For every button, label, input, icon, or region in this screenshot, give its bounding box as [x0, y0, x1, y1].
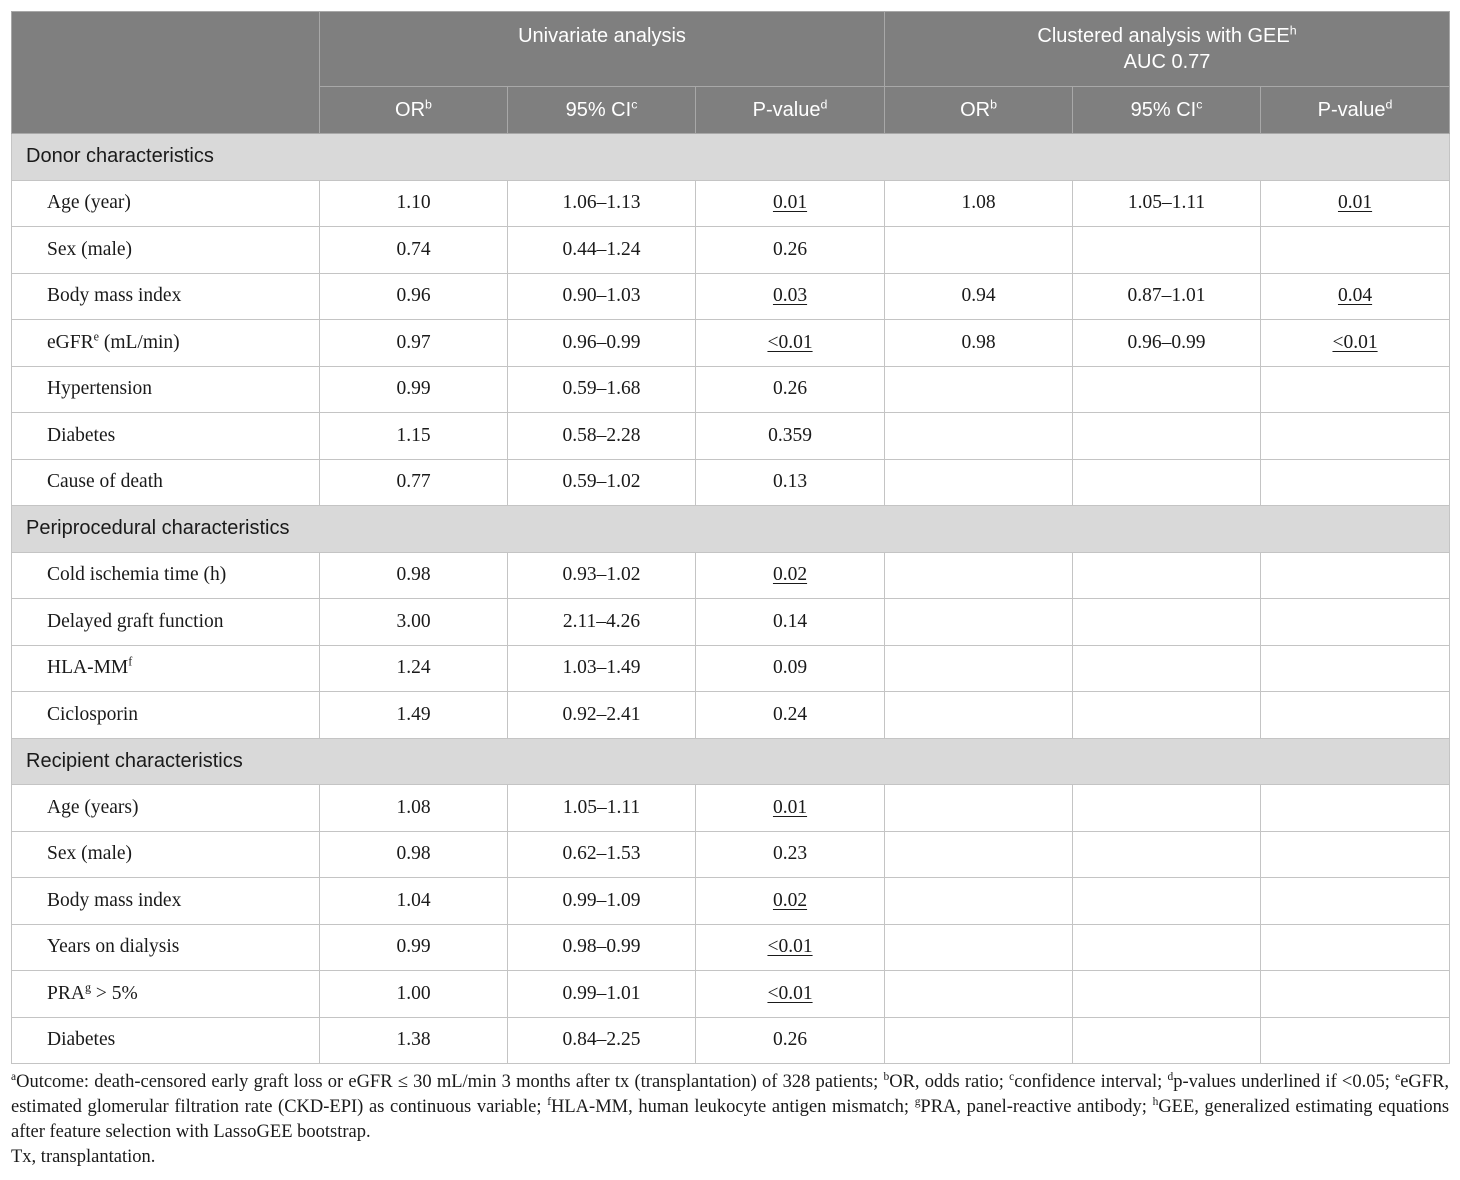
univariate-ci-value: 0.96–0.99	[562, 331, 641, 353]
univariate-or-cell	[320, 459, 508, 506]
clustered-p-cell	[1261, 878, 1450, 925]
univariate-or-value: 1.04	[396, 889, 431, 911]
univariate-or-value: 1.38	[396, 1029, 431, 1051]
section-row	[12, 738, 1450, 785]
univariate-or-value: 1.00	[396, 982, 431, 1004]
univariate-ci-value: 0.58–2.28	[562, 424, 641, 446]
univariate-or-cell	[320, 180, 508, 227]
section-row	[12, 506, 1450, 553]
row-label: Cause of death	[47, 471, 163, 493]
table-row	[12, 273, 1450, 320]
univariate-ci-cell	[508, 413, 696, 460]
univariate-p-cell	[696, 180, 885, 227]
row-label-suffix: > 5%	[95, 982, 138, 1004]
clustered-p-value: <0.01	[1332, 331, 1378, 353]
row-label: Sex (male)	[47, 843, 133, 865]
clustered-p-value: 0.01	[1337, 192, 1373, 214]
footnote-text: p-values underlined if <0.05;	[1173, 1072, 1390, 1092]
clustered-or-cell	[885, 599, 1073, 646]
row-label-cell	[12, 599, 320, 646]
clustered-p-cell	[1261, 785, 1450, 832]
clustered-or-cell	[885, 645, 1073, 692]
clustered-or-cell	[885, 878, 1073, 925]
univariate-ci-cell	[508, 599, 696, 646]
univariate-ci-value: 0.59–1.02	[562, 471, 641, 493]
univariate-ci-value: 0.92–2.41	[562, 703, 641, 725]
clustered-ci-cell	[1073, 692, 1261, 739]
page	[11, 11, 1449, 1170]
row-label: PRA	[47, 982, 85, 1004]
clustered-ci-cell	[1073, 1017, 1261, 1064]
univariate-ci-value: 0.98–0.99	[562, 936, 641, 958]
clustered-p-cell	[1261, 552, 1450, 599]
univariate-or-cell	[320, 413, 508, 460]
univariate-or-value: 0.77	[396, 471, 431, 493]
footnote-text: HLA-MM, human leukocyte antigen mismatch;	[551, 1097, 910, 1117]
univariate-p-value: 0.26	[772, 238, 808, 260]
univariate-ci-value: 2.11–4.26	[562, 610, 641, 632]
univariate-ci-value: 0.44–1.24	[562, 238, 641, 260]
clustered-or-cell	[885, 831, 1073, 878]
clustered-or-value: 1.08	[961, 192, 996, 214]
row-label: Age (year)	[47, 192, 131, 214]
row-label-cell	[12, 180, 320, 227]
footnote-mark: b	[883, 1070, 890, 1083]
univariate-or-cell	[320, 785, 508, 832]
univariate-p-cell	[696, 227, 885, 274]
univariate-ci-cell	[508, 645, 696, 692]
row-label-cell	[12, 645, 320, 692]
clustered-group-subtitle: AUC 0.77	[1123, 51, 1211, 73]
footnote-text: PRA, panel-reactive antibody;	[920, 1097, 1147, 1117]
univariate-p-cell	[696, 924, 885, 971]
clustered-or-cell	[885, 227, 1073, 274]
univariate-or-value: 0.98	[396, 564, 431, 586]
clustered-or-cell	[885, 971, 1073, 1018]
univariate-ci-value: 0.93–1.02	[562, 564, 641, 586]
footnote-mark: e	[1395, 1070, 1401, 1083]
clustered-ci-cell	[1073, 552, 1261, 599]
row-label-cell	[12, 320, 320, 367]
table-row	[12, 599, 1450, 646]
clustered-ci-cell	[1073, 459, 1261, 506]
univariate-or-value: 1.10	[396, 192, 431, 214]
univariate-ci-value: 1.05–1.11	[562, 796, 641, 818]
univariate-or-value: 0.99	[396, 378, 431, 400]
univariate-p-value: <0.01	[767, 331, 813, 353]
clustered-p-cell	[1261, 180, 1450, 227]
clustered-group-title-line	[893, 23, 1441, 49]
univariate-or-cell	[320, 878, 508, 925]
univariate-ci-value: 0.59–1.68	[562, 378, 641, 400]
section-title: Recipient characteristics	[12, 738, 1450, 785]
row-label-cell	[12, 785, 320, 832]
clustered-or-header	[885, 87, 1073, 134]
footnote-paragraph	[11, 1070, 1449, 1145]
row-label-cell	[12, 831, 320, 878]
univariate-ci-value: 0.99–1.01	[562, 982, 641, 1004]
clustered-or-cell	[885, 180, 1073, 227]
clustered-or-cell	[885, 320, 1073, 367]
clustered-p-cell	[1261, 227, 1450, 274]
univariate-p-value: 0.23	[772, 843, 808, 865]
footnote-mark: h	[1152, 1095, 1159, 1108]
clustered-ci-cell	[1073, 599, 1261, 646]
clustered-p-cell	[1261, 599, 1450, 646]
univariate-p-cell	[696, 599, 885, 646]
univariate-ci-cell	[508, 273, 696, 320]
row-label-cell	[12, 971, 320, 1018]
univariate-or-value: 3.00	[396, 610, 431, 632]
clustered-ci-header	[1073, 87, 1261, 134]
row-label-footnote-mark: f	[128, 654, 133, 669]
table-row	[12, 227, 1450, 274]
row-label: Diabetes	[47, 1029, 116, 1051]
univariate-p-cell	[696, 1017, 885, 1064]
column-header-footnote-mark: c	[631, 96, 638, 111]
column-header-footnote-mark: b	[990, 96, 997, 111]
univariate-or-cell	[320, 924, 508, 971]
univariate-p-cell	[696, 971, 885, 1018]
univariate-ci-cell	[508, 227, 696, 274]
univariate-ci-header	[508, 87, 696, 134]
header-corner-cell	[12, 12, 320, 134]
clustered-ci-cell	[1073, 785, 1261, 832]
univariate-p-value: 0.359	[768, 424, 812, 446]
univariate-p-header	[696, 87, 885, 134]
clustered-p-cell	[1261, 692, 1450, 739]
clustered-or-cell	[885, 785, 1073, 832]
clustered-ci-cell	[1073, 645, 1261, 692]
univariate-p-cell	[696, 785, 885, 832]
clustered-or-value: 0.94	[961, 285, 996, 307]
univariate-p-value: 0.02	[772, 889, 808, 911]
clustered-ci-cell	[1073, 971, 1261, 1018]
row-label-cell	[12, 878, 320, 925]
row-label-cell	[12, 1017, 320, 1064]
clustered-ci-cell	[1073, 878, 1261, 925]
table-row	[12, 413, 1450, 460]
footnote-text: GEE, generalized estimating equations after feature selection with LassoGEE bootstrap.	[11, 1097, 1450, 1142]
univariate-p-value: 0.24	[772, 703, 808, 725]
row-label-footnote-mark: e	[93, 329, 99, 344]
clustered-p-cell	[1261, 273, 1450, 320]
clustered-p-cell	[1261, 1017, 1450, 1064]
univariate-ci-cell	[508, 924, 696, 971]
table-row	[12, 645, 1450, 692]
column-header-footnote-mark: c	[1196, 96, 1203, 111]
row-label: Delayed graft function	[47, 610, 224, 632]
footnote-mark: d	[1167, 1070, 1174, 1083]
footnote-text: Outcome: death-censored early graft loss or eGFR ≤ 30 mL/min 3 months after tx (transplantation) of 328 patients;	[16, 1072, 879, 1092]
row-label: Cold ischemia time (h)	[47, 564, 227, 586]
footnote-mark: c	[1009, 1070, 1015, 1083]
clustered-p-cell	[1261, 366, 1450, 413]
table-row	[12, 366, 1450, 413]
clustered-group-title: Clustered analysis with GEE	[1037, 25, 1290, 47]
clustered-or-cell	[885, 273, 1073, 320]
clustered-ci-cell	[1073, 413, 1261, 460]
table-row	[12, 180, 1450, 227]
row-label-cell	[12, 273, 320, 320]
clustered-ci-cell	[1073, 924, 1261, 971]
abbreviation-note: Tx, transplantation.	[11, 1147, 156, 1167]
univariate-p-cell	[696, 878, 885, 925]
column-header-label: OR	[960, 98, 991, 121]
univariate-group-header	[320, 12, 885, 87]
univariate-ci-value: 0.90–1.03	[562, 285, 641, 307]
univariate-p-value: 0.09	[772, 657, 808, 679]
row-label-cell	[12, 692, 320, 739]
table-body	[12, 134, 1450, 1064]
row-label-cell	[12, 227, 320, 274]
univariate-p-value: 0.14	[772, 610, 808, 632]
table-row	[12, 692, 1450, 739]
column-header-footnote-mark: d	[820, 96, 828, 111]
table-row	[12, 924, 1450, 971]
footnote-mark: f	[547, 1095, 552, 1108]
row-label: Body mass index	[47, 889, 182, 911]
univariate-p-cell	[696, 273, 885, 320]
univariate-or-value: 1.49	[396, 703, 431, 725]
regression-results-table	[11, 11, 1450, 1064]
clustered-ci-cell	[1073, 273, 1261, 320]
univariate-ci-cell	[508, 180, 696, 227]
univariate-or-cell	[320, 320, 508, 367]
row-label-cell	[12, 459, 320, 506]
univariate-p-cell	[696, 320, 885, 367]
column-header-footnote-mark: b	[425, 96, 432, 111]
univariate-ci-value: 0.62–1.53	[562, 843, 641, 865]
clustered-ci-cell	[1073, 366, 1261, 413]
column-header-label: P-value	[1317, 98, 1386, 121]
univariate-ci-cell	[508, 785, 696, 832]
row-label: Ciclosporin	[47, 703, 138, 725]
univariate-p-value: 0.03	[772, 285, 808, 307]
footnote-mark: g	[914, 1095, 921, 1108]
univariate-ci-cell	[508, 459, 696, 506]
univariate-or-value: 0.99	[396, 936, 431, 958]
univariate-or-value: 1.15	[396, 424, 431, 446]
univariate-ci-cell	[508, 971, 696, 1018]
univariate-or-value: 0.96	[396, 285, 431, 307]
univariate-ci-cell	[508, 831, 696, 878]
clustered-ci-value: 0.87–1.01	[1127, 285, 1206, 307]
univariate-ci-cell	[508, 366, 696, 413]
univariate-or-cell	[320, 599, 508, 646]
row-label-cell	[12, 413, 320, 460]
row-label: eGFR	[47, 331, 94, 353]
footnote-text: confidence interval;	[1014, 1072, 1163, 1092]
clustered-ci-cell	[1073, 320, 1261, 367]
table-row	[12, 1017, 1450, 1064]
footnote-text: eGFR, estimated glomerular filtration rate (CKD-EPI) as continuous variable;	[11, 1072, 1450, 1117]
clustered-or-cell	[885, 692, 1073, 739]
univariate-or-cell	[320, 692, 508, 739]
univariate-p-value: 0.26	[772, 1029, 808, 1051]
table-row	[12, 552, 1450, 599]
row-label: Body mass index	[47, 285, 182, 307]
row-label: Age (years)	[47, 796, 139, 818]
univariate-ci-value: 1.06–1.13	[562, 192, 641, 214]
clustered-p-cell	[1261, 645, 1450, 692]
clustered-ci-cell	[1073, 831, 1261, 878]
column-header-label: 95% CI	[565, 98, 632, 121]
univariate-or-cell	[320, 273, 508, 320]
univariate-p-value: 0.02	[772, 564, 808, 586]
clustered-p-cell	[1261, 459, 1450, 506]
univariate-p-cell	[696, 692, 885, 739]
section-title: Periprocedural characteristics	[12, 506, 1450, 553]
univariate-p-cell	[696, 831, 885, 878]
univariate-or-value: 0.97	[396, 331, 431, 353]
univariate-or-value: 1.08	[396, 796, 431, 818]
univariate-ci-cell	[508, 552, 696, 599]
univariate-p-value: 0.13	[772, 471, 808, 493]
row-label-footnote-mark: g	[84, 980, 91, 995]
row-label-suffix: (mL/min)	[103, 331, 180, 353]
table-row	[12, 320, 1450, 367]
univariate-p-cell	[696, 459, 885, 506]
univariate-ci-cell	[508, 320, 696, 367]
clustered-p-header	[1261, 87, 1450, 134]
clustered-group-header	[885, 12, 1450, 87]
clustered-ci-value: 0.96–0.99	[1127, 331, 1206, 353]
section-title: Donor characteristics	[12, 134, 1450, 181]
clustered-p-cell	[1261, 971, 1450, 1018]
univariate-or-cell	[320, 971, 508, 1018]
group-header-row	[12, 12, 1450, 87]
univariate-p-cell	[696, 413, 885, 460]
clustered-or-cell	[885, 1017, 1073, 1064]
univariate-p-value: 0.01	[772, 192, 808, 214]
univariate-ci-value: 0.84–2.25	[562, 1029, 641, 1051]
univariate-ci-value: 0.99–1.09	[562, 889, 641, 911]
clustered-p-value: 0.04	[1337, 285, 1373, 307]
clustered-ci-value: 1.05–1.11	[1127, 192, 1206, 214]
univariate-or-value: 0.98	[396, 843, 431, 865]
clustered-ci-cell	[1073, 180, 1261, 227]
column-header-label: OR	[395, 98, 426, 121]
row-label-cell	[12, 366, 320, 413]
univariate-p-value: 0.26	[772, 378, 808, 400]
univariate-or-value: 0.74	[396, 238, 431, 260]
univariate-p-value: 0.01	[772, 796, 808, 818]
clustered-or-cell	[885, 552, 1073, 599]
table-row	[12, 459, 1450, 506]
row-label-cell	[12, 924, 320, 971]
table-header	[12, 12, 1450, 134]
univariate-or-cell	[320, 366, 508, 413]
row-label: Diabetes	[47, 424, 116, 446]
clustered-p-cell	[1261, 831, 1450, 878]
univariate-p-value: <0.01	[767, 982, 813, 1004]
univariate-p-cell	[696, 645, 885, 692]
clustered-p-cell	[1261, 924, 1450, 971]
univariate-or-cell	[320, 1017, 508, 1064]
univariate-p-cell	[696, 366, 885, 413]
footnote-mark: a	[11, 1070, 17, 1083]
clustered-or-cell	[885, 924, 1073, 971]
clustered-or-value: 0.98	[961, 331, 996, 353]
univariate-ci-cell	[508, 692, 696, 739]
univariate-or-cell	[320, 552, 508, 599]
univariate-or-cell	[320, 831, 508, 878]
column-header-label: P-value	[752, 98, 821, 121]
clustered-p-cell	[1261, 413, 1450, 460]
univariate-ci-cell	[508, 1017, 696, 1064]
row-label: Years on dialysis	[47, 936, 180, 958]
footnote-text: OR, odds ratio;	[889, 1072, 1004, 1092]
univariate-p-cell	[696, 552, 885, 599]
table-row	[12, 878, 1450, 925]
univariate-ci-cell	[508, 878, 696, 925]
univariate-ci-value: 1.03–1.49	[562, 657, 641, 679]
clustered-or-cell	[885, 459, 1073, 506]
clustered-p-cell	[1261, 320, 1450, 367]
table-footnotes	[11, 1070, 1449, 1170]
row-label: HLA-MM	[47, 657, 129, 679]
univariate-p-value: <0.01	[767, 936, 813, 958]
row-label: Sex (male)	[47, 238, 133, 260]
table-row	[12, 785, 1450, 832]
univariate-or-value: 1.24	[396, 657, 431, 679]
row-label-cell	[12, 552, 320, 599]
univariate-or-cell	[320, 645, 508, 692]
clustered-group-title-footnote-mark: h	[1289, 23, 1297, 38]
row-label: Hypertension	[47, 378, 153, 400]
table-row	[12, 971, 1450, 1018]
column-header-label: 95% CI	[1130, 98, 1197, 121]
univariate-or-header	[320, 87, 508, 134]
section-row	[12, 134, 1450, 181]
clustered-ci-cell	[1073, 227, 1261, 274]
table-row	[12, 831, 1450, 878]
univariate-or-cell	[320, 227, 508, 274]
clustered-or-cell	[885, 366, 1073, 413]
univariate-group-title: Univariate analysis	[518, 25, 686, 47]
column-header-footnote-mark: d	[1385, 96, 1393, 111]
clustered-or-cell	[885, 413, 1073, 460]
